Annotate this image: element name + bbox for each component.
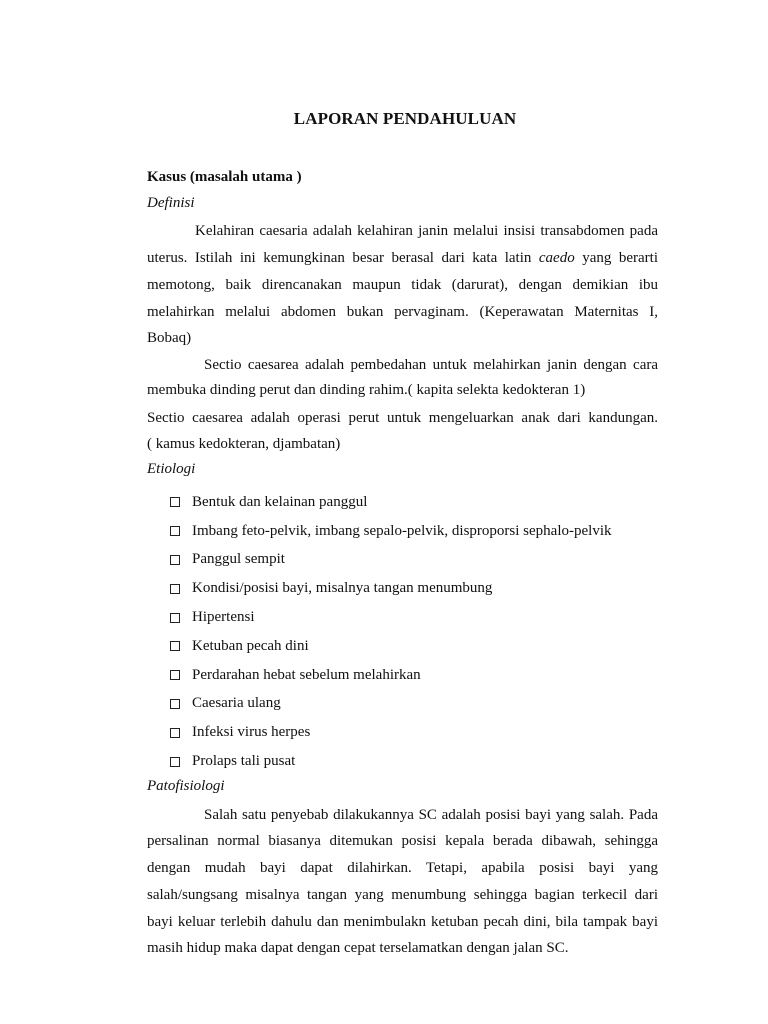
definition-heading: Definisi bbox=[147, 195, 195, 211]
checkbox-icon bbox=[170, 728, 180, 738]
pathophysiology-line: bayi keluar terlebih dahulu dan menimbulakn ketuban pecah dini, bila tampak bayi bbox=[147, 914, 658, 930]
pathophysiology-line: salah/sungsang misalnya tangan yang menumbung sehingga bagian terkecil dari bbox=[147, 887, 658, 903]
definition-line: membuka dinding perut dan dinding rahim.( kapita selekta kedokteran 1) bbox=[147, 382, 586, 398]
list-item-label: Imbang feto-pelvik, imbang sepalo-pelvik, disproporsi sephalo-pelvik bbox=[192, 522, 612, 539]
list-item bbox=[170, 661, 612, 690]
pathophysiology-line: dengan mudah bayi dapat dilahirkan. Tetapi, apabila posisi bayi yang bbox=[147, 860, 658, 876]
pathophysiology-line: masih hidup maka dapat dengan cepat terselamatkan dengan jalan SC. bbox=[147, 940, 569, 956]
list-item-label: Panggul sempit bbox=[192, 551, 285, 568]
checkbox-icon bbox=[170, 497, 180, 507]
list-item-label: Perdarahan hebat sebelum melahirkan bbox=[192, 666, 421, 683]
list-item-label: Bentuk dan kelainan panggul bbox=[192, 493, 368, 510]
checkbox-icon bbox=[170, 699, 180, 709]
pathophysiology-line: Salah satu penyebab dilakukannya SC adalah posisi bayi yang salah. Pada bbox=[204, 807, 658, 823]
definition-text: yang berarti bbox=[582, 250, 659, 266]
pathophysiology-heading: Patofisiologi bbox=[147, 778, 225, 794]
list-item bbox=[170, 603, 612, 632]
definition-line: melahirkan melalui abdomen bukan pervaginam. (Keperawatan Maternitas I, bbox=[147, 304, 658, 320]
list-item-label: Infeksi virus herpes bbox=[192, 724, 311, 741]
checkbox-icon bbox=[170, 555, 180, 565]
checkbox-icon bbox=[170, 526, 180, 536]
list-item bbox=[170, 632, 612, 661]
checkbox-icon bbox=[170, 584, 180, 594]
list-item-label: Kondisi/posisi bayi, misalnya tangan menumbung bbox=[192, 580, 493, 597]
checkbox-icon bbox=[170, 613, 180, 623]
list-item bbox=[170, 574, 612, 603]
list-item bbox=[170, 488, 612, 517]
list-item bbox=[170, 517, 612, 546]
checkbox-icon bbox=[170, 757, 180, 767]
definition-line: Sectio caesarea adalah pembedahan untuk melahirkan janin dengan cara bbox=[204, 357, 658, 373]
definition-line: ( kamus kedokteran, djambatan) bbox=[147, 436, 341, 452]
etiology-list bbox=[170, 488, 612, 776]
list-item bbox=[170, 690, 612, 719]
list-item bbox=[170, 546, 612, 575]
list-item-label: Caesaria ulang bbox=[192, 695, 281, 712]
checkbox-icon bbox=[170, 641, 180, 651]
list-item-label: Hipertensi bbox=[192, 609, 255, 626]
definition-line bbox=[147, 248, 658, 268]
etiology-heading: Etiologi bbox=[147, 461, 196, 477]
document-title: LAPORAN PENDAHULUAN bbox=[293, 109, 517, 128]
list-item bbox=[170, 747, 612, 776]
checkbox-icon bbox=[170, 670, 180, 680]
definition-line: memotong, baik direncanakan maupun tidak (darurat), dengan demikian ibu bbox=[147, 277, 658, 293]
definition-term: caedo bbox=[538, 250, 575, 266]
list-item-label: Ketuban pecah dini bbox=[192, 637, 309, 654]
list-item-label: Prolaps tali pusat bbox=[192, 753, 296, 770]
case-heading: Kasus (masalah utama ) bbox=[147, 169, 302, 185]
list-item bbox=[170, 718, 612, 747]
definition-text: uterus. Istilah ini kemungkinan besar berasal dari kata latin bbox=[147, 250, 532, 266]
definition-line: Bobaq) bbox=[147, 330, 192, 346]
definition-line: Sectio caesarea adalah operasi perut untuk mengeluarkan anak dari kandungan. bbox=[147, 410, 658, 426]
definition-line: Kelahiran caesaria adalah kelahiran janin melalui insisi transabdomen pada bbox=[195, 223, 658, 239]
pathophysiology-line: persalinan normal biasanya ditemukan posisi kepala berada dibawah, sehingga bbox=[147, 833, 658, 849]
